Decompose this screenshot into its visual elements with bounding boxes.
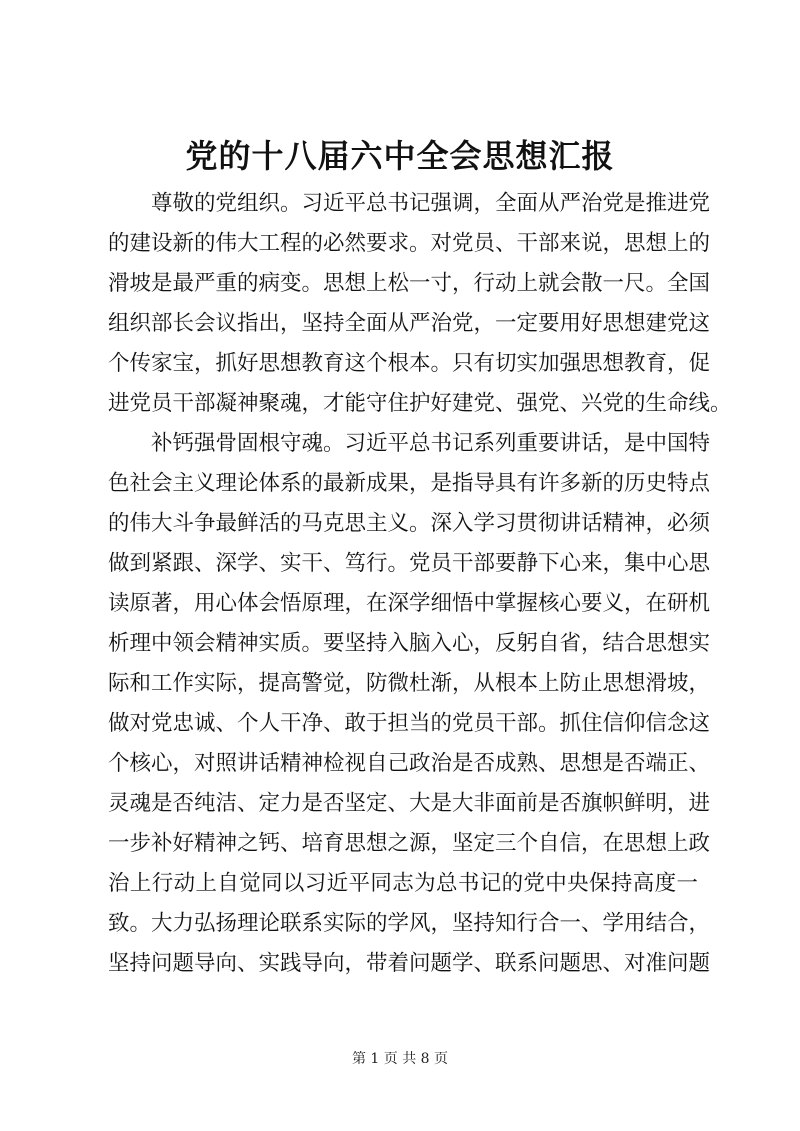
paragraph-2-line-3: 的伟大斗争最鲜活的马克思主义。深入学习贯彻讲话精神，必须	[108, 511, 711, 536]
paragraph-2-line-12: 治上行动上自觉同以习近平同志为总书记的党中央保持高度一	[108, 871, 698, 896]
paragraph-2-line-5: 读原著，用心体会悟原理，在深学细悟中掌握核心要义，在研机	[108, 591, 711, 616]
paragraph-2-line-11: 一步补好精神之钙、培育思想之源，坚定三个自信，在思想上政	[108, 831, 711, 856]
paragraph-1-line-4: 组织部长会议指出，坚持全面从严治党，一定要用好思想建党这	[108, 311, 711, 336]
paragraph-2-line-10: 灵魂是否纯洁、定力是否坚定、大是大非面前是否旗帜鲜明，进	[108, 791, 711, 816]
paragraph-2-line-1: 补钙强骨固根守魂。习近平总书记系列重要讲话，是中国特	[151, 431, 711, 456]
paragraph-2-line-4: 做到紧跟、深学、实干、笃行。党员干部要静下心来，集中心思	[108, 551, 711, 576]
page-footer: 第 1 页 共 8 页	[351, 1051, 449, 1067]
paragraph-1-line-3: 滑坡是最严重的病变。思想上松一寸，行动上就会散一尺。全国	[108, 271, 711, 296]
paragraph-2-line-13: 致。大力弘扬理论联系实际的学风，坚持知行合一、学用结合，	[108, 911, 711, 936]
paragraph-1-line-1: 尊敬的党组织。习近平总书记强调，全面从严治党是推进党	[151, 191, 711, 216]
paragraph-2-line-7: 际和工作实际，提高警觉，防微杜渐，从根本上防止思想滑坡，	[108, 671, 711, 696]
paragraph-2-line-6: 析理中领会精神实质。要坚持入脑入心，反躬自省，结合思想实	[108, 631, 711, 656]
document-title: 党的十八届六中全会思想汇报	[185, 137, 615, 175]
paragraph-1-line-5: 个传家宝，抓好思想教育这个根本。只有切实加强思想教育，促	[108, 351, 711, 376]
paragraph-1-line-2: 的建设新的伟大工程的必然要求。对党员、干部来说，思想上的	[108, 231, 711, 256]
paragraph-1-line-6: 进党员干部凝神聚魂，才能守住护好建党、强党、兴党的生命线。	[108, 391, 732, 416]
paragraph-2-line-8: 做对党忠诚、个人干净、敢于担当的党员干部。抓住信仰信念这	[108, 711, 711, 736]
paragraph-2-line-2: 色社会主义理论体系的最新成果，是指导具有许多新的历史特点	[108, 471, 711, 496]
paragraph-2-line-9: 个核心，对照讲话精神检视自己政治是否成熟、思想是否端正、	[108, 751, 711, 776]
paragraph-2-line-14: 坚持问题导向、实践导向，带着问题学、联系问题思、对准问题	[108, 951, 711, 976]
